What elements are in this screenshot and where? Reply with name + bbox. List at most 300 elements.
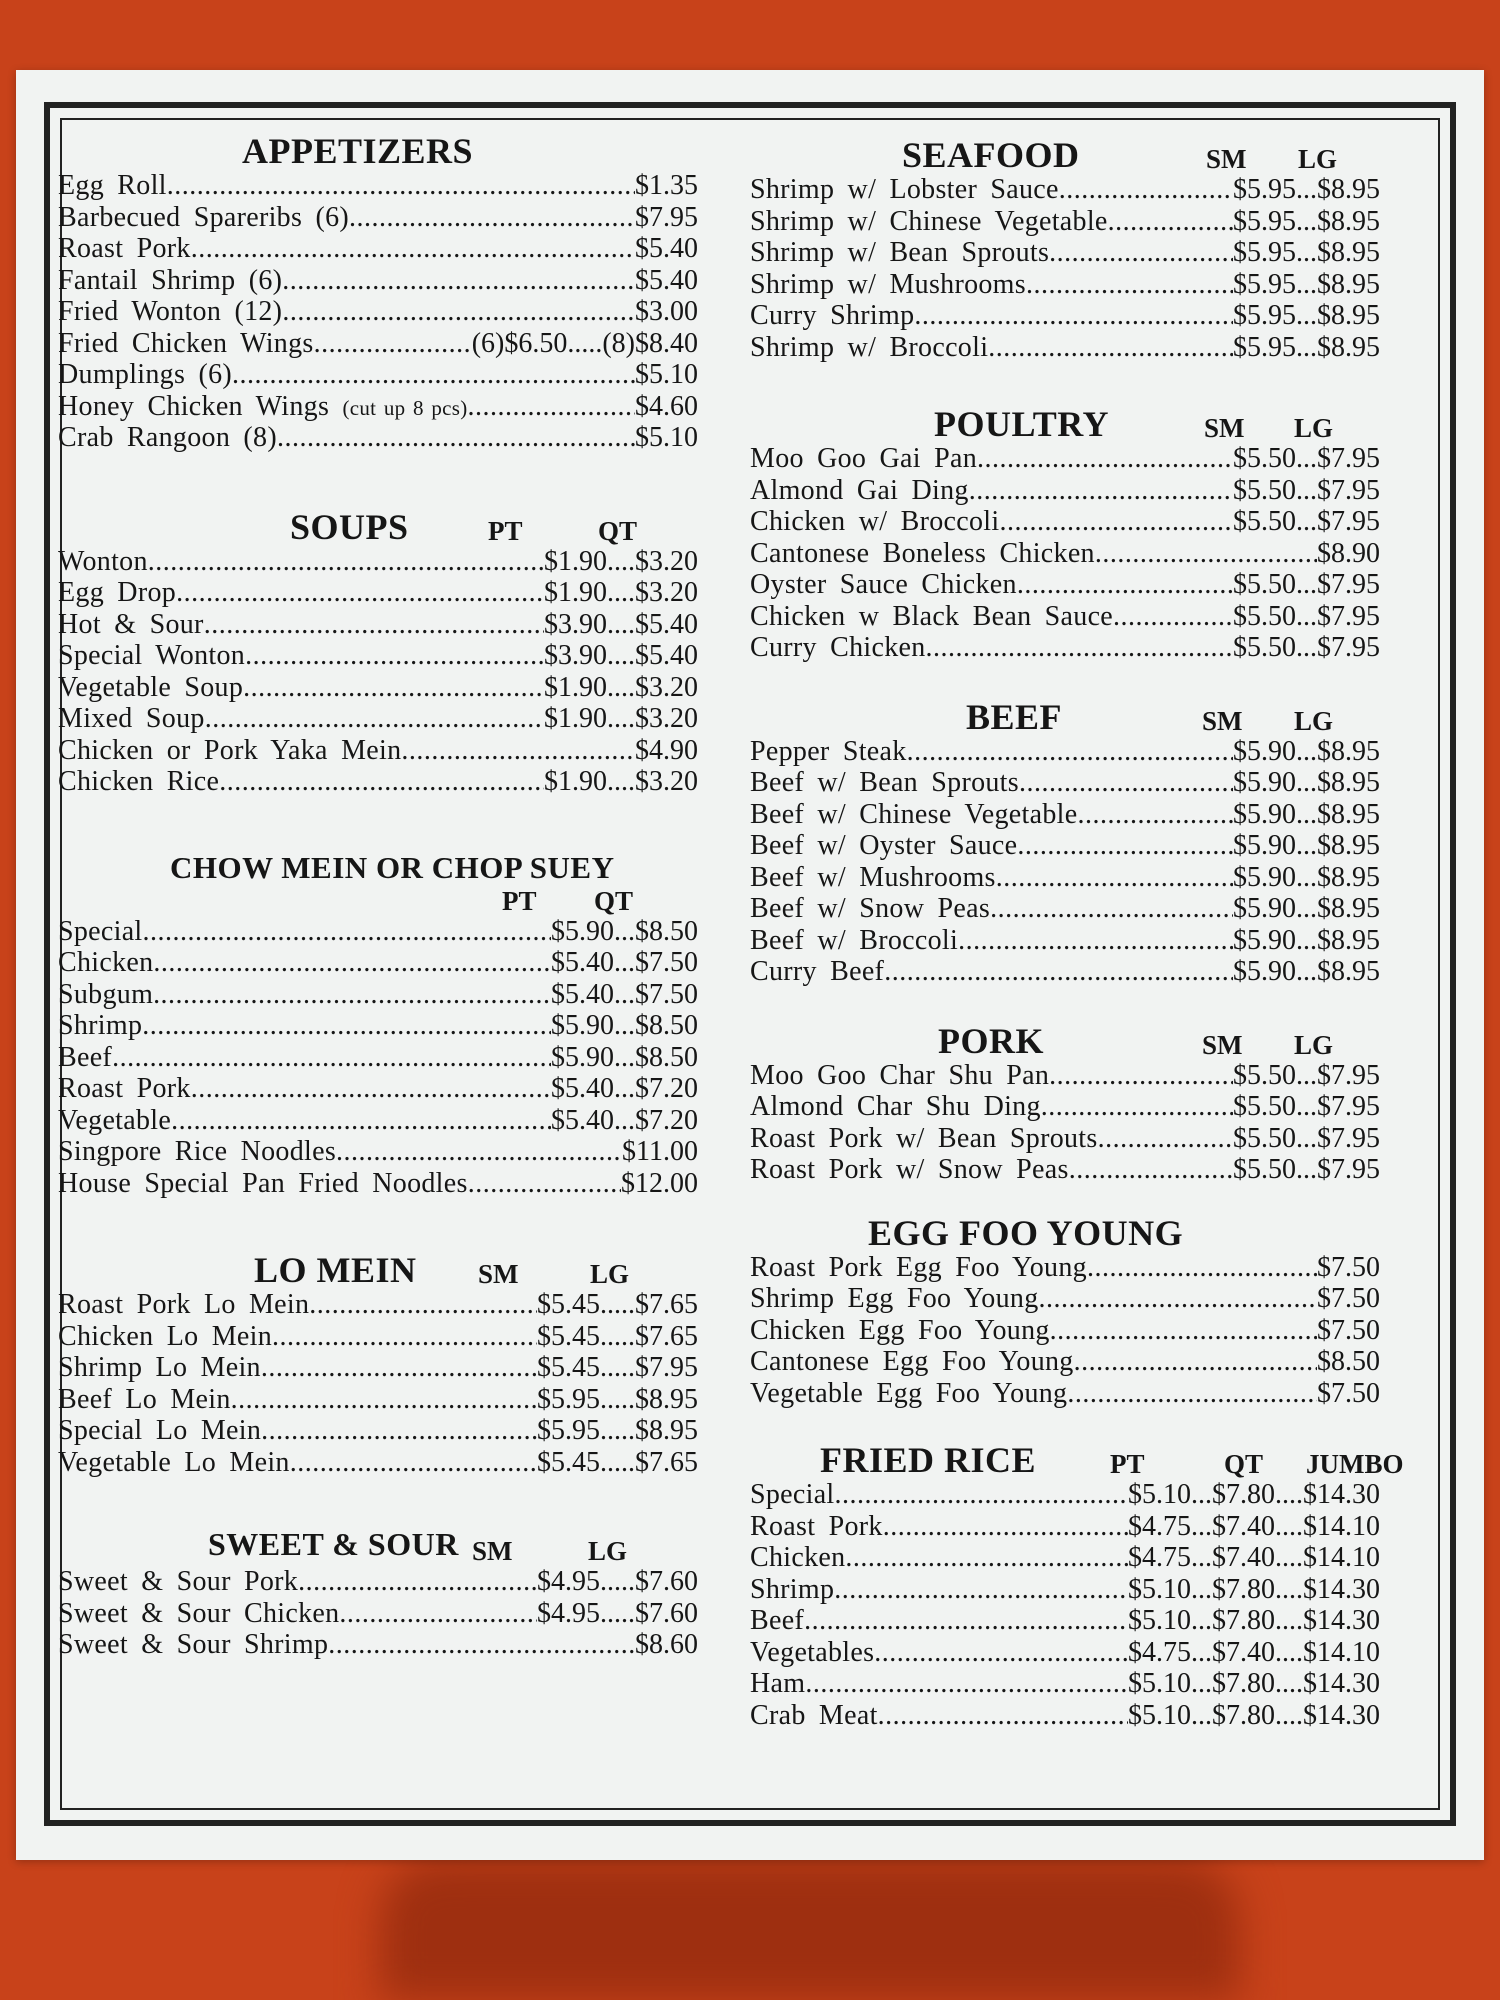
item-name-text: Chicken bbox=[750, 1542, 846, 1573]
dot-leader bbox=[977, 443, 1233, 475]
item-name bbox=[750, 956, 884, 988]
menu-item-row bbox=[58, 202, 698, 234]
menu-item-row bbox=[750, 1060, 1380, 1092]
item-price: $5.10...$7.80....$14.30 bbox=[1128, 1668, 1380, 1699]
item-name-text: Pepper Steak bbox=[750, 735, 907, 767]
menu-item-row bbox=[750, 601, 1380, 633]
dot-leader bbox=[1059, 174, 1233, 206]
dot-leader bbox=[153, 947, 551, 979]
item-name-text: Curry Chicken bbox=[750, 632, 926, 663]
menu-item-row bbox=[58, 672, 698, 704]
item-price: $5.10...$7.80....$14.30 bbox=[1128, 1699, 1380, 1731]
item-price: $5.45.....$7.65 bbox=[537, 1446, 698, 1478]
dot-leader bbox=[1077, 799, 1233, 831]
menu-item-row bbox=[750, 1700, 1380, 1732]
column-header: LG bbox=[1298, 144, 1338, 174]
menu-item-row bbox=[750, 332, 1380, 364]
item-name-text: Chicken Lo Mein bbox=[58, 1320, 273, 1352]
menu-item-row bbox=[750, 1091, 1380, 1123]
item-name-text: Beef w/ Snow Peas bbox=[750, 893, 991, 924]
section-egg-foo-young bbox=[750, 1212, 1380, 1410]
dot-leader bbox=[277, 422, 635, 454]
item-name-text: Almond Char Shu Ding bbox=[750, 1091, 1041, 1122]
dot-leader bbox=[1017, 569, 1233, 601]
item-price: $7.50 bbox=[1317, 1377, 1380, 1409]
item-price: $11.00 bbox=[622, 1136, 698, 1167]
menu-item-row bbox=[750, 736, 1380, 768]
item-name bbox=[58, 1289, 309, 1321]
item-name-text: Special bbox=[750, 1479, 835, 1510]
item-name bbox=[58, 328, 314, 360]
item-name-text: Special Lo Mein bbox=[58, 1415, 262, 1446]
menu-item-row bbox=[750, 767, 1380, 799]
item-price: $5.90...$8.95 bbox=[1233, 735, 1380, 767]
item-price: $5.95...$8.95 bbox=[1233, 268, 1380, 300]
item-price: $5.40...$7.50 bbox=[551, 978, 698, 1010]
menu-item-row bbox=[58, 1042, 698, 1074]
item-name-text: Cantonese Boneless Chicken bbox=[750, 537, 1095, 569]
dot-leader bbox=[243, 672, 544, 704]
item-name-text: Chicken Egg Foo Young bbox=[750, 1314, 1050, 1346]
item-name-text: Roast Pork bbox=[750, 1510, 883, 1542]
item-name-text: Roast Pork w/ Bean Sprouts bbox=[750, 1122, 1098, 1154]
item-price: $5.50...$7.95 bbox=[1233, 1122, 1380, 1154]
menu-item-row bbox=[750, 1283, 1380, 1315]
item-list bbox=[750, 736, 1380, 988]
dot-leader bbox=[148, 546, 544, 578]
dot-leader bbox=[205, 703, 544, 735]
section-beef bbox=[750, 696, 1380, 988]
dot-leader bbox=[996, 862, 1233, 894]
section-title: POULTRY bbox=[934, 404, 1109, 444]
item-price: $5.10...$7.80....$14.30 bbox=[1128, 1605, 1380, 1636]
section-title: CHOW MEIN OR CHOP SUEY bbox=[170, 849, 615, 885]
item-name bbox=[58, 1598, 339, 1630]
menu-item-row bbox=[58, 1289, 698, 1321]
dot-leader bbox=[1095, 538, 1317, 570]
item-price: $5.10 bbox=[635, 359, 698, 390]
item-name bbox=[58, 170, 167, 202]
menu-item-row bbox=[58, 577, 698, 609]
item-name-text: Moo Goo Char Shu Pan bbox=[750, 1059, 1050, 1091]
item-name-text: Shrimp w/ Bean Sprouts bbox=[750, 237, 1050, 268]
item-name bbox=[750, 893, 990, 925]
item-price: $5.90...$8.50 bbox=[551, 1041, 698, 1073]
item-name bbox=[750, 1668, 805, 1700]
item-name-text: Almond Gai Ding bbox=[750, 474, 969, 506]
menu-item-row bbox=[750, 1346, 1380, 1378]
item-price: $1.35 bbox=[635, 170, 698, 201]
item-name-text: Roast Pork bbox=[58, 233, 191, 264]
item-list bbox=[750, 174, 1380, 363]
item-name-text: Beef w/ Bean Sprouts bbox=[750, 767, 1019, 798]
dot-leader bbox=[309, 1289, 537, 1321]
item-name bbox=[750, 1315, 1050, 1347]
menu-item-row bbox=[58, 947, 698, 979]
item-name-text: Wonton bbox=[58, 545, 148, 577]
dot-leader bbox=[290, 1447, 537, 1479]
item-name bbox=[58, 577, 176, 609]
column-header: QT bbox=[598, 515, 638, 546]
column-header: QT bbox=[594, 885, 634, 916]
item-price: $5.10...$7.80....$14.30 bbox=[1128, 1573, 1380, 1605]
item-name bbox=[750, 1605, 804, 1637]
dot-leader bbox=[1049, 237, 1233, 269]
item-name-text: Roast Pork Lo Mein bbox=[58, 1289, 310, 1320]
item-price: $5.95...$8.95 bbox=[1233, 237, 1380, 268]
item-price: $5.10...$7.80....$14.30 bbox=[1128, 1479, 1380, 1510]
item-price: $4.90 bbox=[635, 734, 698, 766]
menu-item-row bbox=[750, 925, 1380, 957]
dot-leader bbox=[142, 1010, 551, 1042]
item-name bbox=[58, 1136, 336, 1168]
item-price: $5.50...$7.95 bbox=[1233, 600, 1380, 632]
item-name bbox=[58, 766, 219, 798]
item-price: $5.50...$7.95 bbox=[1233, 1059, 1380, 1091]
item-name bbox=[58, 546, 148, 578]
item-name bbox=[58, 1105, 171, 1137]
item-name bbox=[750, 736, 907, 768]
dot-leader bbox=[191, 233, 635, 265]
item-name bbox=[750, 237, 1049, 269]
column-header: SM bbox=[1206, 144, 1247, 174]
item-name-text: Vegetable Soup bbox=[58, 671, 244, 703]
section-title: BEEF bbox=[966, 696, 1063, 737]
item-price: $5.40...$7.20 bbox=[551, 1073, 698, 1104]
menu-item-row bbox=[58, 979, 698, 1011]
item-name bbox=[750, 1154, 1069, 1186]
dot-leader bbox=[468, 391, 635, 423]
dot-leader bbox=[1017, 830, 1233, 862]
item-name-text: Beef w/ Chinese Vegetable bbox=[750, 798, 1078, 830]
dot-leader bbox=[988, 332, 1233, 364]
menu-item-row bbox=[58, 1321, 698, 1353]
dot-leader bbox=[176, 577, 544, 609]
item-name bbox=[750, 1060, 1049, 1092]
section-title: SWEET & SOUR bbox=[208, 1526, 459, 1562]
item-price: $7.95 bbox=[635, 201, 698, 233]
item-name bbox=[750, 601, 1113, 633]
section-title: PORK bbox=[938, 1020, 1044, 1061]
column-header: QT bbox=[1224, 1449, 1264, 1479]
menu-item-row bbox=[750, 443, 1380, 475]
item-name bbox=[58, 1629, 328, 1661]
dot-leader bbox=[328, 1629, 635, 1661]
item-name-text: Curry Beef bbox=[750, 956, 885, 987]
menu-item-row bbox=[58, 1629, 698, 1661]
item-price: $5.10 bbox=[635, 422, 698, 453]
item-price: $1.90....$3.20 bbox=[544, 545, 698, 577]
section-title: EGG FOO YOUNG bbox=[868, 1212, 1184, 1253]
item-name-text: Ham bbox=[750, 1668, 806, 1699]
item-name-text: Beef Lo Mein bbox=[58, 1383, 231, 1415]
item-name-text: Fantail Shrimp (6) bbox=[58, 264, 283, 296]
dot-leader bbox=[298, 1566, 537, 1598]
section-title: FRIED RICE bbox=[820, 1440, 1037, 1480]
item-name-text: Singpore Rice Noodles bbox=[58, 1136, 337, 1167]
item-price: $4.75...$7.40....$14.10 bbox=[1128, 1510, 1380, 1542]
menu-item-row bbox=[750, 506, 1380, 538]
menu-item-row bbox=[750, 237, 1380, 269]
item-name-text: Shrimp bbox=[750, 1573, 835, 1605]
item-name bbox=[750, 1346, 1074, 1378]
dot-leader bbox=[883, 1511, 1128, 1543]
menu-item-row bbox=[750, 956, 1380, 988]
menu-item-row bbox=[58, 359, 698, 391]
column-header: LG bbox=[1294, 1029, 1334, 1060]
dot-leader bbox=[336, 1136, 622, 1168]
item-name bbox=[750, 443, 977, 475]
item-name-text: Egg Drop bbox=[58, 577, 177, 608]
item-name-text: Shrimp bbox=[58, 1010, 143, 1041]
item-name-text: Sweet & Sour Chicken bbox=[58, 1597, 340, 1629]
item-price: $1.90....$3.20 bbox=[544, 766, 698, 797]
item-name bbox=[58, 1384, 231, 1416]
item-name-text: Crab Meat bbox=[750, 1699, 878, 1731]
item-name bbox=[750, 506, 999, 538]
dot-leader bbox=[1074, 1346, 1317, 1378]
item-name-text: Curry Shrimp bbox=[750, 300, 915, 331]
column-header: SM bbox=[1204, 413, 1245, 443]
item-price: $4.95.....$7.60 bbox=[537, 1597, 698, 1629]
dot-leader bbox=[999, 506, 1233, 538]
dot-leader bbox=[468, 1168, 621, 1200]
section-chow-mein bbox=[58, 850, 698, 1200]
menu-item-row bbox=[58, 1352, 698, 1384]
item-name bbox=[750, 1283, 1039, 1315]
item-name bbox=[750, 1378, 1067, 1410]
menu-item-row bbox=[58, 1566, 698, 1598]
menu-item-row bbox=[58, 1384, 698, 1416]
item-name bbox=[58, 979, 160, 1011]
item-name-text: Dumplings (6) bbox=[58, 359, 233, 390]
item-list bbox=[750, 443, 1380, 664]
item-price: $1.90....$3.20 bbox=[544, 671, 698, 703]
item-name-text: Vegetable Egg Foo Young bbox=[750, 1377, 1068, 1409]
dot-leader bbox=[272, 1321, 537, 1353]
item-name-text: Beef w/ Broccoli bbox=[750, 924, 959, 956]
menu-item-row bbox=[58, 422, 698, 454]
menu-item-row bbox=[58, 296, 698, 328]
section-title: APPETIZERS bbox=[242, 131, 474, 171]
item-price: $4.75...$7.40....$14.10 bbox=[1128, 1636, 1380, 1668]
section-sweet-sour bbox=[58, 1526, 698, 1661]
menu-item-row bbox=[58, 170, 698, 202]
dot-leader bbox=[219, 766, 544, 798]
item-price: $5.95.....$8.95 bbox=[537, 1383, 698, 1415]
dot-leader bbox=[314, 328, 472, 360]
menu-item-row bbox=[750, 174, 1380, 206]
item-name bbox=[58, 1352, 261, 1384]
dot-leader bbox=[1067, 1378, 1317, 1410]
dot-leader bbox=[878, 1700, 1128, 1732]
menu-item-row bbox=[750, 830, 1380, 862]
menu-item-row bbox=[750, 799, 1380, 831]
item-price: $5.90...$8.95 bbox=[1233, 861, 1380, 893]
item-name bbox=[58, 391, 468, 425]
item-name bbox=[750, 799, 1077, 831]
column-header: PT bbox=[502, 885, 537, 916]
dot-leader bbox=[835, 1479, 1128, 1511]
item-list bbox=[58, 916, 698, 1200]
menu-item-row bbox=[58, 265, 698, 297]
item-name-text: Shrimp w/ Mushrooms bbox=[750, 268, 1026, 300]
item-price: $8.60 bbox=[635, 1629, 698, 1660]
menu-item-row bbox=[750, 300, 1380, 332]
item-price: $5.90...$8.50 bbox=[551, 915, 698, 947]
item-name bbox=[750, 1700, 878, 1732]
dot-leader bbox=[1041, 1091, 1233, 1123]
item-price: $5.50...$7.95 bbox=[1233, 569, 1380, 600]
column-header: SM bbox=[478, 1259, 519, 1289]
menu-item-row bbox=[58, 1010, 698, 1042]
menu-item-row bbox=[58, 1598, 698, 1630]
item-name bbox=[58, 1321, 272, 1353]
item-list bbox=[750, 1252, 1380, 1410]
item-name bbox=[58, 609, 204, 641]
item-price: $5.90...$8.95 bbox=[1233, 893, 1380, 924]
item-name bbox=[58, 233, 191, 265]
item-name bbox=[750, 538, 1095, 570]
menu-item-row bbox=[750, 569, 1380, 601]
item-name bbox=[750, 475, 969, 507]
right-column bbox=[750, 130, 1404, 1731]
menu-item-row bbox=[750, 538, 1380, 570]
column-header: JUMBO bbox=[1306, 1449, 1404, 1479]
menu-item-row bbox=[750, 1574, 1380, 1606]
item-price: $5.95...$8.95 bbox=[1233, 174, 1380, 205]
menu-item-row bbox=[58, 703, 698, 735]
item-name bbox=[58, 672, 243, 704]
item-price: $5.95...$8.95 bbox=[1233, 205, 1380, 237]
dot-leader bbox=[805, 1668, 1128, 1700]
item-name-text: Roast Pork bbox=[58, 1073, 191, 1104]
menu-item-row bbox=[58, 916, 698, 948]
dot-leader bbox=[245, 640, 544, 672]
item-name bbox=[750, 1511, 883, 1543]
item-name-text: Roast Pork w/ Snow Peas bbox=[750, 1154, 1069, 1185]
item-price: $1.90....$3.20 bbox=[544, 577, 698, 608]
item-price: $8.90 bbox=[1317, 537, 1380, 569]
menu-item-row bbox=[58, 1136, 698, 1168]
item-list bbox=[58, 170, 698, 454]
menu-item-row bbox=[58, 609, 698, 641]
dot-leader bbox=[171, 1105, 551, 1137]
item-name bbox=[58, 916, 143, 948]
menu-item-row bbox=[750, 206, 1380, 238]
column-header: PT bbox=[1110, 1449, 1145, 1479]
dot-leader bbox=[1113, 601, 1233, 633]
dot-leader bbox=[1049, 1060, 1233, 1092]
item-name bbox=[58, 1042, 112, 1074]
dot-leader bbox=[845, 1542, 1128, 1574]
section-title: SOUPS bbox=[290, 506, 409, 547]
menu-item-row bbox=[750, 1252, 1380, 1284]
item-list bbox=[58, 546, 698, 798]
dot-leader bbox=[282, 265, 635, 297]
menu-item-row bbox=[58, 735, 698, 767]
dot-leader bbox=[204, 609, 544, 641]
dot-leader bbox=[874, 1637, 1128, 1669]
menu-item-row bbox=[58, 1073, 698, 1105]
item-name-text: Cantonese Egg Foo Young bbox=[750, 1346, 1074, 1377]
menu-item-row bbox=[750, 862, 1380, 894]
item-price: $5.50...$7.95 bbox=[1233, 474, 1380, 506]
dot-leader bbox=[282, 296, 635, 328]
item-name-text: Special Wonton bbox=[58, 640, 246, 671]
item-name bbox=[58, 296, 282, 328]
item-name bbox=[58, 359, 232, 391]
menu-item-row bbox=[58, 1105, 698, 1137]
item-price: $5.40 bbox=[635, 233, 698, 264]
item-name-text: Shrimp w/ Lobster Sauce bbox=[750, 174, 1059, 205]
item-price: $12.00 bbox=[621, 1167, 698, 1199]
item-note: (cut up 8 pcs) bbox=[342, 395, 468, 420]
item-name-text: Chicken bbox=[58, 947, 154, 978]
column-header: SM bbox=[1202, 1029, 1243, 1060]
item-name bbox=[58, 1168, 468, 1200]
item-name bbox=[58, 703, 205, 735]
item-price: $5.90...$8.95 bbox=[1233, 798, 1380, 830]
item-list bbox=[58, 1289, 698, 1478]
item-price: $5.50...$7.95 bbox=[1233, 1154, 1380, 1185]
section-poultry bbox=[750, 403, 1380, 664]
menu-item-row bbox=[750, 1378, 1380, 1410]
section-soups bbox=[58, 506, 698, 798]
item-name-text: Sweet & Sour Pork bbox=[58, 1566, 299, 1597]
item-price: $5.90...$8.95 bbox=[1233, 924, 1380, 956]
item-name bbox=[750, 862, 996, 894]
item-price: $3.00 bbox=[635, 296, 698, 327]
item-name bbox=[750, 269, 1026, 301]
dot-leader bbox=[958, 925, 1233, 957]
item-price: $5.50...$7.95 bbox=[1233, 1091, 1380, 1122]
item-name bbox=[58, 1447, 290, 1479]
item-price: $3.90....$5.40 bbox=[544, 608, 698, 640]
item-price: $5.50...$7.95 bbox=[1233, 632, 1380, 663]
section-title: SEAFOOD bbox=[902, 135, 1080, 175]
item-name-text: Subgum. bbox=[58, 978, 161, 1010]
item-price: $5.95.....$8.95 bbox=[537, 1415, 698, 1446]
item-price: $7.50 bbox=[1317, 1251, 1380, 1283]
dot-leader bbox=[804, 1605, 1128, 1637]
section-seafood bbox=[750, 130, 1380, 363]
column-header: LG bbox=[588, 1536, 628, 1566]
menu-item-row bbox=[750, 1123, 1380, 1155]
item-name-text: Mixed Soup bbox=[58, 703, 205, 734]
item-name-text: Hot & Sour bbox=[58, 608, 204, 640]
dot-leader bbox=[907, 736, 1233, 768]
item-name-text: Shrimp Egg Foo Young bbox=[750, 1283, 1039, 1314]
item-name-text: Oyster Sauce Chicken bbox=[750, 569, 1017, 600]
menu-item-row bbox=[58, 1447, 698, 1479]
item-list bbox=[750, 1060, 1380, 1186]
item-name-text: Vegetable Lo Mein bbox=[58, 1446, 290, 1478]
item-name-text: Beef w/ Oyster Sauce bbox=[750, 830, 1018, 861]
dot-leader bbox=[401, 735, 635, 767]
item-name bbox=[58, 640, 245, 672]
menu-item-row bbox=[750, 632, 1380, 664]
section-title: LO MEIN bbox=[254, 1250, 417, 1290]
item-name bbox=[750, 1479, 835, 1511]
item-name bbox=[58, 947, 153, 979]
dot-leader bbox=[143, 916, 551, 948]
column-header: LG bbox=[1294, 413, 1334, 443]
dot-leader bbox=[1098, 1123, 1233, 1155]
dot-leader bbox=[191, 1073, 551, 1105]
item-name-text: Barbecued Spareribs (6) bbox=[58, 201, 350, 233]
menu-item-row bbox=[58, 391, 698, 423]
